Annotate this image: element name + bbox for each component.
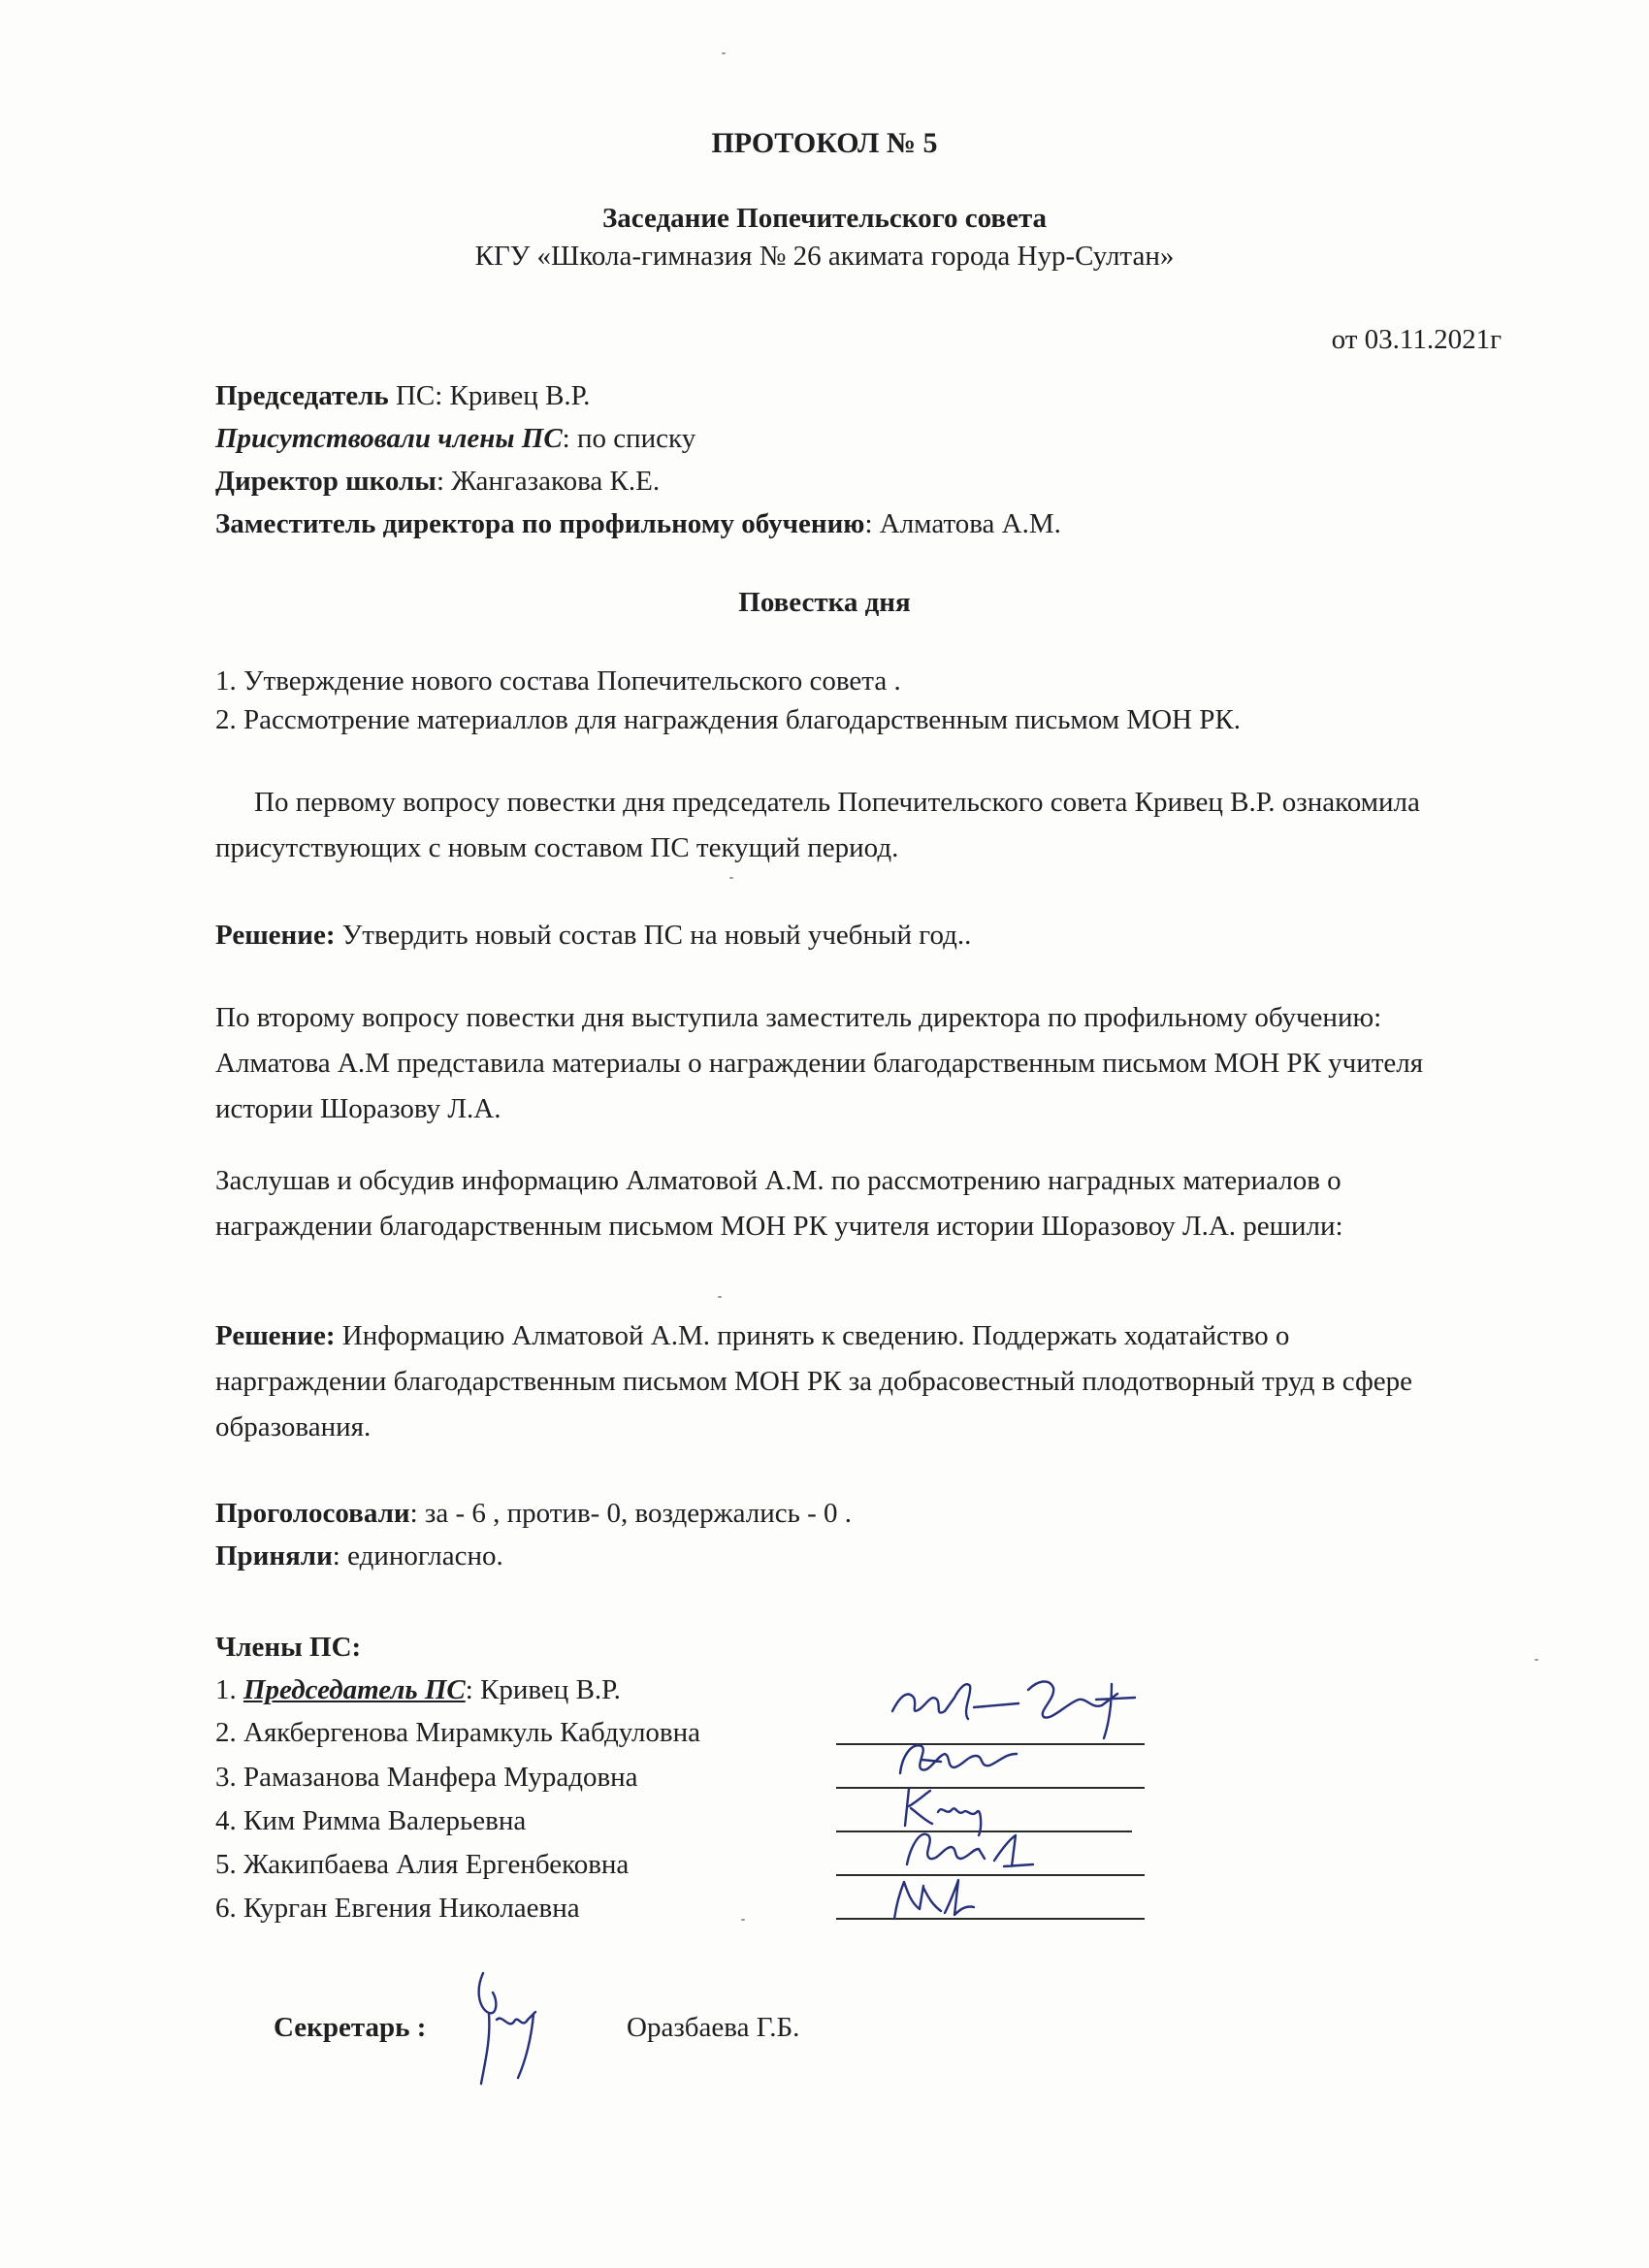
agenda-heading: Повестка дня: [738, 587, 911, 618]
member-row: 2. Аякбергенова Мирамкуль Кабдуловна: [215, 1717, 701, 1748]
member-row: 4. Ким Римма Валерьевна: [215, 1805, 527, 1836]
member-row: 5. Жакипбаева Алия Ергенбековна: [215, 1849, 630, 1880]
deputy-value: : Алматова А.М.: [864, 508, 1061, 539]
scan-speck: [722, 52, 726, 54]
member-chair-role: Председатель ПС: [243, 1674, 466, 1705]
decision-1-label: Решение:: [215, 920, 336, 951]
members-present-line: [215, 421, 695, 456]
discussion-paragraph: Заслушав и обсудив информацию Алматовой А.М. по рассмотрению наградных материалов о награждении благодарственным письмом МОН РК учителя истории Шоразовоу Л.А. решили:: [215, 1165, 1343, 1242]
meeting-subtitle: Заседание Попечительского совета: [601, 203, 1048, 234]
deputy-line: [215, 506, 1061, 541]
document-title: ПРОТОКОЛ № 5: [711, 127, 938, 159]
deputy-label: Заместитель директора по профильному обучению: [215, 508, 865, 539]
director-line: [215, 464, 660, 499]
decision-1-text: Утвердить новый состав ПС на новый учебный год..: [335, 920, 972, 951]
vote-results: : за - 6 , против- 0, воздержались - 0 .: [409, 1498, 853, 1529]
member-row: 3. Рамазанова Манфера Мурадовна: [215, 1762, 638, 1793]
document-date: от 03.11.2021г: [1331, 324, 1502, 355]
scan-speck: [741, 1919, 745, 1921]
vote-label: Проголосовали: [215, 1498, 410, 1529]
accepted-line: [215, 1539, 503, 1573]
second-question-paragraph: По второму вопросу повестки дня выступила заместитель директора по профильному обучению: Алматова А.М представила материалы о награждении благодарственным письмом МОН РК учителя истории Шоразову Л.А.: [215, 1002, 1424, 1124]
secretary-name: Оразбаева Г.Б.: [627, 2012, 800, 2043]
members-heading: Члены ПС:: [215, 1632, 362, 1663]
member-chair-name: : Кривец В.Р.: [465, 1674, 621, 1705]
agenda-item: 1. Утверждение нового состава Попечительского совета .: [215, 665, 901, 697]
scan-speck: [1535, 1659, 1538, 1661]
member-row-chair: [215, 1672, 621, 1707]
member-number: 1.: [215, 1674, 243, 1705]
decision-2-label: Решение:: [215, 1320, 336, 1351]
decision-1: [215, 918, 971, 953]
members-present-label: Присутствовали члены ПС: [215, 423, 563, 454]
chair-value: ПС: Кривец В.Р.: [388, 380, 591, 411]
member-row: 6. Курган Евгения Николаевна: [215, 1893, 580, 1924]
chair-line: [215, 378, 590, 413]
scan-speck: [718, 1296, 722, 1298]
agenda-item: 2. Рассмотрение материаллов для награждения благодарственным письмом МОН РК.: [215, 704, 1241, 735]
organization-name: КГУ «Школа-гимназия № 26 акимата города Нур-Султан»: [474, 241, 1175, 272]
director-label: Директор школы: [215, 466, 436, 497]
accepted-label: Приняли: [215, 1540, 333, 1571]
members-present-value: : по списку: [562, 423, 696, 454]
secretary-signature: [454, 1961, 561, 2097]
vote-line: [215, 1496, 852, 1531]
decision-2-text: Информацию Алматовой А.М. принять к сведению. Поддержать ходатайство о нарграждении благодарственным письмом МОН РК за добрасовестный плодотворный труд в сфере образования.: [215, 1320, 1412, 1442]
member-signature-5: [873, 1866, 1009, 1925]
scan-speck: [729, 877, 733, 879]
director-value: : Жангазакова К.Е.: [436, 466, 661, 497]
first-question-paragraph: По первому вопросу повестки дня председатель Попечительского совета Кривец В.Р. ознакомила присутствующих с новым составом ПС текущий период.: [215, 787, 1420, 863]
decision-2: [215, 1313, 1467, 1450]
accepted-value: : единогласно.: [332, 1540, 503, 1571]
secretary-label: Секретарь :: [274, 2012, 427, 2043]
chair-label: Председатель: [215, 380, 389, 411]
member-signature-4: [888, 1816, 1062, 1874]
